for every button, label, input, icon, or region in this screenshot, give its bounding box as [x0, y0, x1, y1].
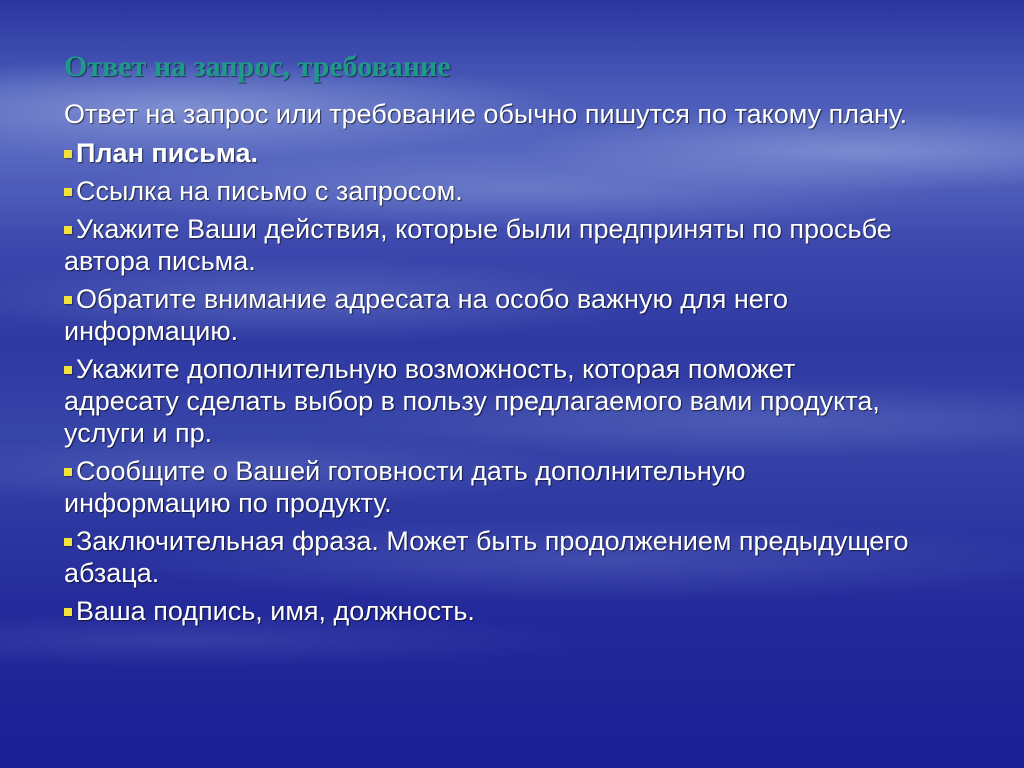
square-bullet-icon	[64, 468, 72, 476]
square-bullet-icon	[64, 608, 72, 616]
list-item-text: Ваша подпись, имя, должность.	[76, 596, 475, 626]
slide-title: Ответ на запрос, требование	[64, 50, 451, 83]
list-item-text: Укажите дополнительную возможность, которая поможет адресату сделать выбор в пользу предлагаемого вами продукта, услуги и пр.	[64, 354, 880, 448]
list-item	[64, 137, 914, 169]
intro-paragraph: Ответ на запрос или требование обычно пишутся по такому плану.	[64, 99, 908, 129]
list-item-text: Сообщите о Вашей готовности дать дополнительную информацию по продукту.	[64, 456, 746, 518]
slide-content	[64, 98, 914, 633]
list-item	[64, 213, 914, 277]
list-item	[64, 455, 914, 519]
list-item	[64, 525, 914, 589]
letter-plan-list	[64, 137, 914, 627]
list-item-text: Заключительная фраза. Может быть продолжением предыдущего абзаца.	[64, 526, 909, 588]
square-bullet-icon	[64, 538, 72, 546]
square-bullet-icon	[64, 296, 72, 304]
square-bullet-icon	[64, 150, 72, 158]
list-item-text: План письма.	[76, 138, 259, 168]
square-bullet-icon	[64, 226, 72, 234]
list-item	[64, 595, 914, 627]
list-item	[64, 175, 914, 207]
list-item-text: Обратите внимание адресата на особо важную для него информацию.	[64, 284, 789, 346]
list-item-text: Ссылка на письмо с запросом.	[76, 176, 463, 206]
square-bullet-icon	[64, 188, 72, 196]
list-item-text: Укажите Ваши действия, которые были предприняты по просьбе автора письма.	[64, 214, 892, 276]
square-bullet-icon	[64, 366, 72, 374]
list-item	[64, 283, 914, 347]
list-item	[64, 353, 914, 449]
